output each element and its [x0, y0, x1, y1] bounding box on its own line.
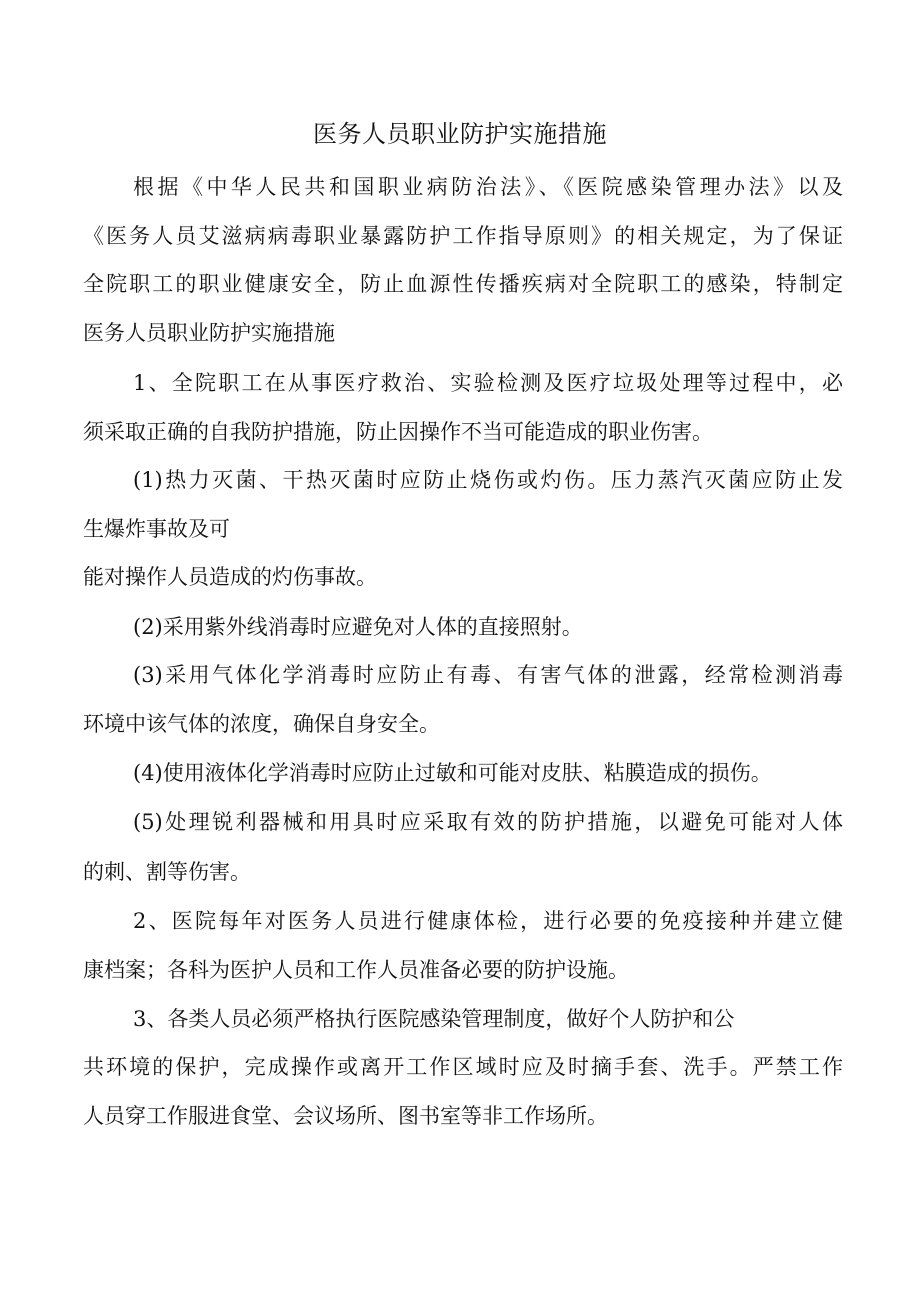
paragraph-line: 全院职工的职业健康安全，防止血源性传播疾病对全院职工的感染，特制定 [83, 272, 843, 296]
paragraph-line: 环境中该气体的浓度，确保自身安全。 [83, 712, 440, 736]
paragraph-line: 能对操作人员造成的灼伤事故。 [83, 565, 377, 589]
paragraph-line: 2、医院每年对医务人员进行健康体检，进行必要的免疫接种并建立健 [133, 909, 843, 933]
paragraph-line: 1、全院职工在从事医疗救治、实验检测及医疗垃圾处理等过程中，必 [133, 371, 843, 395]
paragraph-line: (2)采用紫外线消毒时应避免对人体的直接照射。 [133, 615, 583, 639]
paragraph-line: 康档案；各科为医护人员和工作人员准备必要的防护设施。 [83, 958, 629, 982]
paragraph-line: 人员穿工作服进食堂、会议场所、图书室等非工作场所。 [83, 1104, 608, 1128]
paragraph-line: (3)采用气体化学消毒时应防止有毒、有害气体的泄露，经常检测消毒 [133, 663, 843, 687]
paragraph-line: (4)使用液体化学消毒时应防止过敏和可能对皮肤、粘膜造成的损伤。 [133, 761, 772, 785]
paragraph-line: 的刺、割等伤害。 [83, 860, 251, 884]
paragraph-line: 共环境的保护，完成操作或离开工作区域时应及时摘手套、洗手。严禁工作 [83, 1055, 843, 1079]
paragraph-line: 3、各类人员必须严格执行医院感染管理制度，做好个人防护和公 [133, 1007, 735, 1031]
document-title: 医务人员职业防护实施措施 [313, 120, 607, 148]
paragraph-line: (5)处理锐利器械和用具时应采取有效的防护措施，以避免可能对人体 [133, 810, 843, 834]
paragraph-line: 根据《中华人民共和国职业病防治法》、《医院感染管理办法》以及 [133, 175, 843, 199]
paragraph-line: 须采取正确的自我防护措施，防止因操作不当可能造成的职业伤害。 [83, 420, 713, 444]
paragraph-line: 生爆炸事故及可 [83, 517, 230, 541]
paragraph-line: 医务人员职业防护实施措施 [83, 321, 335, 345]
paragraph-line: (1)热力灭菌、干热灭菌时应防止烧伤或灼伤。压力蒸汽灭菌应防止发 [133, 468, 843, 492]
paragraph-line: 《医务人员艾滋病病毒职业暴露防护工作指导原则》的相关规定，为了保证 [83, 224, 843, 248]
